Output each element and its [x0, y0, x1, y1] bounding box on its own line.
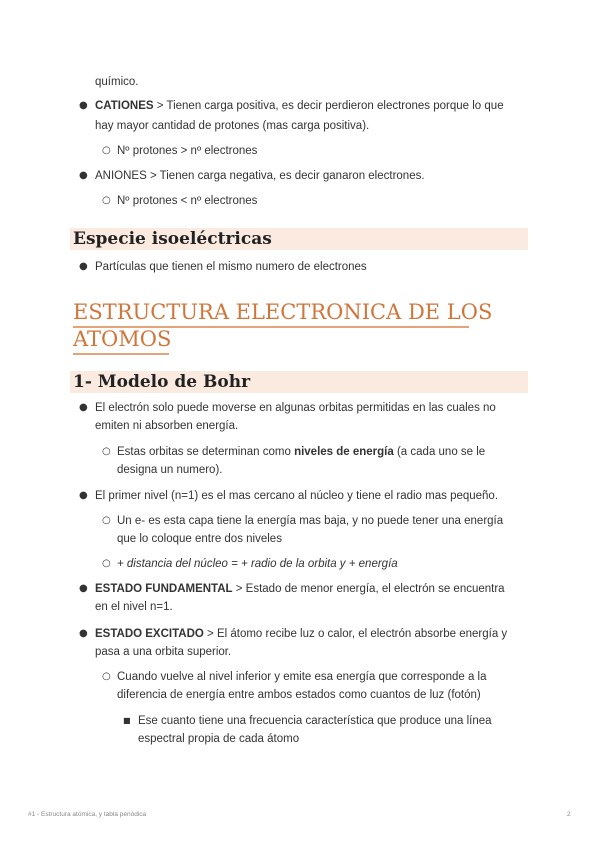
- bullet-circle: ○: [102, 145, 111, 156]
- bullet-disc: ●: [79, 100, 88, 111]
- intro-line: químico.: [95, 76, 139, 88]
- bullet-circle: ○: [102, 446, 111, 457]
- fundamental-term: ESTADO FUNDAMENTAL: [95, 583, 233, 595]
- isoelectricas-heading: Especie isoeléctricas: [73, 229, 272, 249]
- bullet-square: ■: [123, 716, 131, 725]
- bullet-disc: ●: [79, 170, 88, 181]
- bohr-b1-line-1: El electrón solo puede moverse en algunas orbitas permitidas en las cuales no: [95, 402, 496, 414]
- bohr-b1-sub: [117, 443, 485, 461]
- excitado-subsub-line-2: espectral propia de cada átomo: [138, 733, 300, 745]
- bullet-circle: ○: [102, 195, 111, 206]
- bohr-b2-sub1-line-2: que lo coloque entre dos niveles: [117, 533, 282, 545]
- fundamental-text: > Estado de menor energía, el electrón se encuentra: [232, 583, 505, 595]
- excitado-subsub-line-1: Ese cuanto tiene una frecuencia característica que produce una línea: [138, 715, 492, 727]
- bohr-b2-sub1-line-1: Un e- es esta capa tiene la energía mas baja, y no puede tener una energía: [117, 515, 504, 527]
- bohr-b2-sub2: + distancia del núcleo = + radio de la orbita y + energía: [117, 558, 398, 570]
- bullet-circle: ○: [102, 515, 111, 526]
- excitado-text: > El átomo recibe luz o calor, el electrón absorbe energía y: [203, 628, 508, 640]
- fundamental-line-2: en el nivel n=1.: [95, 601, 173, 613]
- bullet-circle: ○: [102, 558, 111, 569]
- bohr-heading: 1- Modelo de Bohr: [73, 372, 251, 392]
- excitado-line-2: pasa a una orbita superior.: [95, 646, 232, 658]
- cationes-term: CATIONES: [95, 100, 154, 112]
- bohr-b2-line-1: El primer nivel (n=1) es el mas cercano al núcleo y tiene el radio mas pequeño.: [95, 490, 499, 502]
- bohr-b1-sub-bold: niveles de energía: [294, 446, 394, 458]
- bohr-b1-line-2: emiten ni absorben energía.: [95, 420, 239, 432]
- bullet-disc: ●: [79, 628, 88, 639]
- bullet-disc: ●: [79, 490, 88, 501]
- bullet-circle: ○: [102, 671, 111, 682]
- excitado-line: [95, 625, 507, 643]
- bohr-b1-sub-line-2: designa un numero).: [117, 464, 223, 476]
- title-underline: [73, 353, 169, 355]
- isoelectricas-bullet: Partículas que tienen el mismo numero de electrones: [95, 261, 367, 273]
- cationes-text: > Tienen carga positiva, es decir perdieron electrones porque lo que: [153, 100, 504, 112]
- fundamental-line: [95, 580, 505, 598]
- excitado-term: ESTADO EXCITADO: [95, 628, 204, 640]
- section-title-line-1: ESTRUCTURA ELECTRONICA DE LOS: [73, 300, 493, 324]
- section-title-line-2: ATOMOS: [73, 327, 172, 351]
- bullet-disc: ●: [79, 583, 88, 594]
- cationes-line-2: hay mayor cantidad de protones (mas carga positiva).: [95, 120, 370, 132]
- footer-title: #1 - Estructura atómica, y tabla periódica: [28, 811, 147, 818]
- excitado-sub-line-2: diferencia de energía entre ambos estados como cuantos de luz (fotón): [117, 689, 481, 701]
- excitado-sub-line-1: Cuando vuelve al nivel inferior y emite esa energía que corresponde a la: [117, 671, 487, 683]
- cationes-sub: Nº protones > nº electrones: [117, 145, 258, 157]
- aniones-line: ANIONES > Tienen carga negativa, es decir ganaron electrones.: [95, 170, 425, 182]
- bohr-b1-sub-pre: Estas orbitas se determinan como: [117, 446, 295, 458]
- bullet-disc: ●: [79, 261, 88, 272]
- bullet-disc: ●: [79, 402, 88, 413]
- aniones-sub: Nº protones < nº electrones: [117, 195, 258, 207]
- cationes-line: [95, 97, 504, 115]
- bohr-b1-sub-post: (a cada uno se le: [393, 446, 486, 458]
- page-number: 2: [567, 811, 571, 818]
